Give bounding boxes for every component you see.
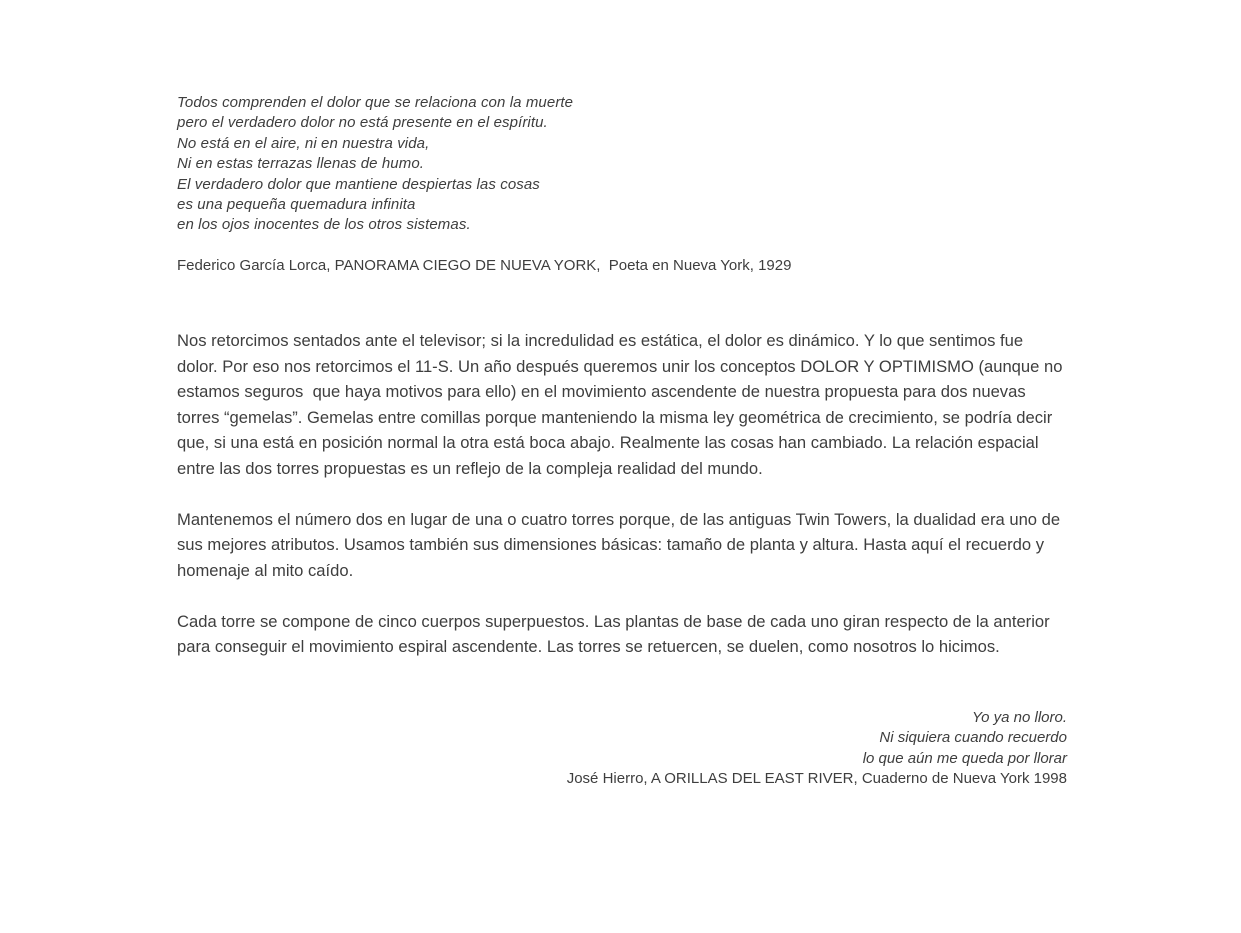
lorca-poem-line: Ni en estas terrazas llenas de humo. [177, 155, 425, 173]
hierro-poem-line: Ni siquiera cuando recuerdo [879, 729, 1067, 747]
body-paragraph-3: Cada torre se compone de cinco cuerpos superpuestos. Las plantas de base de cada uno giran respecto de la anterior para conseguir el movimiento espiral ascendente. Las torres se retuercen, se duelen, como nosotros lo hicimos. [177, 611, 1055, 657]
lorca-poem [177, 93, 1067, 236]
hierro-poem-line: lo que aún me queda por llorar [862, 749, 1067, 767]
main-text [177, 328, 1067, 660]
lorca-poem-line: es una pequeña quemadura infinita [177, 196, 416, 214]
lorca-poem-line: No está en el aire, ni en nuestra vida, [177, 134, 430, 152]
hierro-attribution: José Hierro, A ORILLAS DEL EAST RIVER, Cuaderno de Nueva York 1998 [566, 769, 1067, 787]
lorca-poem-line: El verdadero dolor que mantiene despiertas las cosas [177, 175, 540, 193]
body-paragraph-1: Nos retorcimos sentados ante el televisor; si la incredulidad es estática, el dolor es dinámico. Y lo que sentimos fue dolor. Por eso nos retorcimos el 11-S. Un año después queremos unir los conceptos DOLOR Y OPTIMISMO (aunque no estamos seguros que haya motivos para ello) en el movimiento ascendente de nuestra propuesta para dos nuevas torres “gemelas”. Gemelas entre comillas porque manteniendo la misma ley geométrica de crecimiento, se podría decir que, si una está en posición normal la otra está boca abajo. Realmente las cosas han cambiado. La relación espacial entre las dos torres propuestas es un reflejo de la compleja realidad del mundo. [177, 331, 1068, 478]
lorca-attribution: Federico García Lorca, PANORAMA CIEGO DE NUEVA YORK, Poeta en Nueva York, 1929 [177, 256, 792, 274]
body-paragraph-2: Mantenemos el número dos en lugar de una o cuatro torres porque, de las antiguas Twin Towers, la dualidad era uno de sus mejores atributos. Usamos también sus dimensiones básicas: tamaño de planta y altura. Hasta aquí el recuerdo y homenaje al mito caído. [177, 509, 1065, 580]
hierro-poem [177, 708, 1067, 790]
lorca-poem-line: pero el verdadero dolor no está presente en el espíritu. [177, 114, 548, 132]
page-content [177, 93, 1067, 789]
lorca-poem-line: en los ojos inocentes de los otros sistemas. [177, 216, 471, 234]
hierro-poem-line: Yo ya no lloro. [971, 708, 1067, 726]
lorca-poem-line: Todos comprenden el dolor que se relaciona con la muerte [177, 94, 574, 111]
